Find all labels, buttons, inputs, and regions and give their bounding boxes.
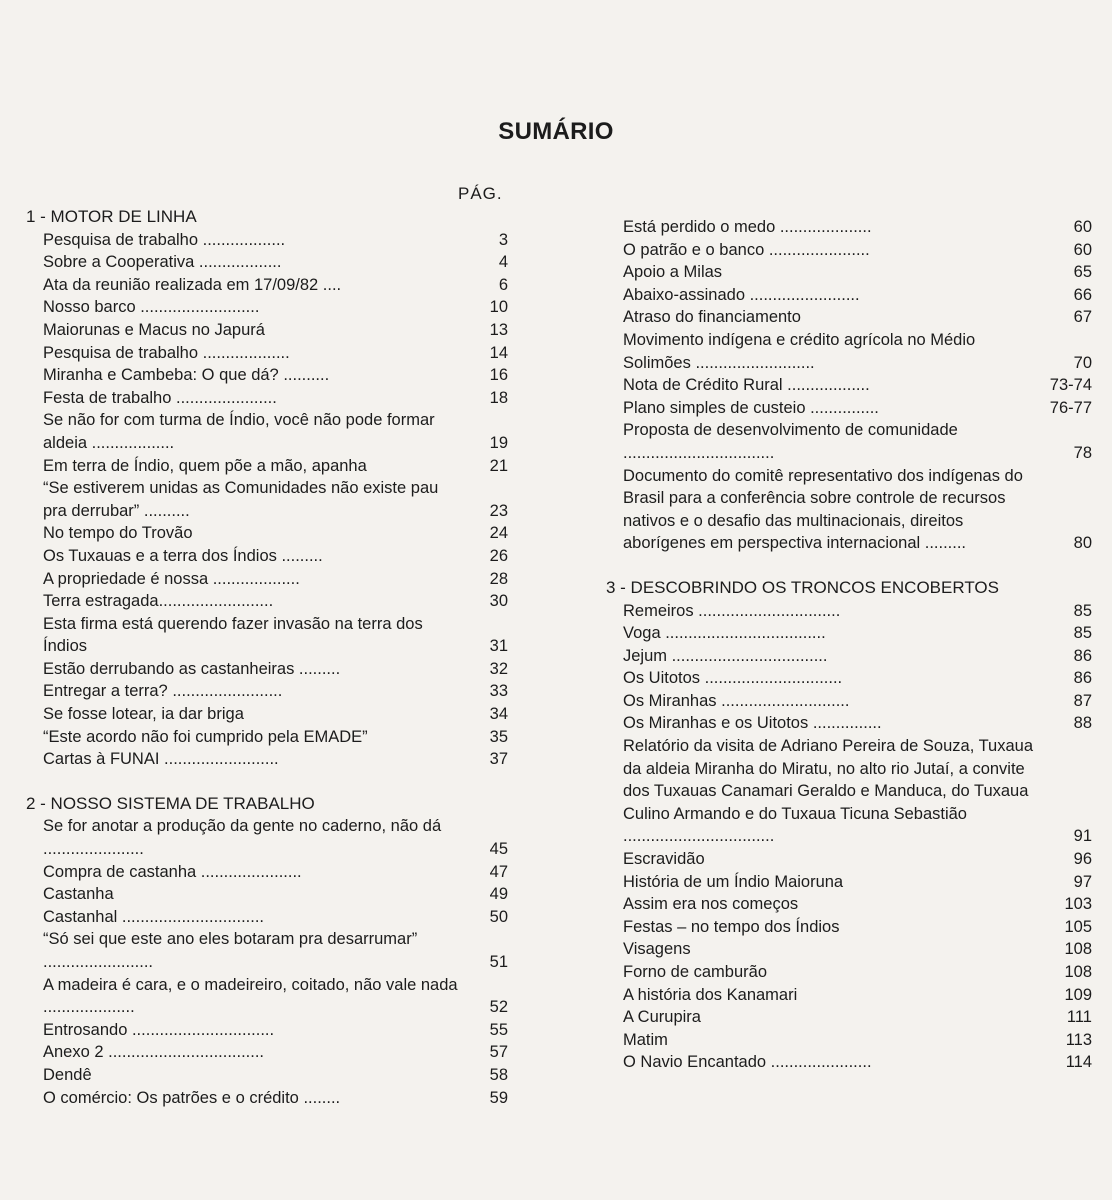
toc-entry-page: 3 xyxy=(498,230,508,249)
section-heading: 1 - MOTOR DE LINHA xyxy=(26,207,197,226)
toc-entry xyxy=(623,600,1092,623)
toc-entry xyxy=(43,658,508,681)
toc-entry-page: 58 xyxy=(489,1065,508,1084)
section-gap xyxy=(606,555,1092,577)
toc-entry xyxy=(43,726,508,749)
toc-entry-title: Os Miranhas ............................ xyxy=(623,691,850,710)
toc-entry-page: 24 xyxy=(489,524,508,543)
toc-entry-page: 78 xyxy=(1073,443,1092,462)
toc-entry-page: 111 xyxy=(1066,1008,1092,1027)
toc-entry xyxy=(623,239,1092,262)
toc-entry xyxy=(623,938,1092,961)
toc-entry xyxy=(623,329,1092,374)
toc-entry-title: A história dos Kanamari xyxy=(623,985,798,1004)
toc-entry-title: Compra de castanha ...................... xyxy=(43,862,302,881)
toc-entry-page: 85 xyxy=(1073,601,1092,620)
toc-entry xyxy=(43,1064,508,1087)
toc-entry-page: 114 xyxy=(1065,1053,1092,1072)
toc-entry-page: 33 xyxy=(489,682,508,701)
toc-entry xyxy=(43,409,508,454)
toc-entry xyxy=(43,477,508,522)
toc-entry-title: “Se estiverem unidas as Comunidades não existe pau pra derrubar” .......... xyxy=(43,479,439,520)
toc-entry-title: Cartas à FUNAI ......................... xyxy=(43,750,279,769)
toc-entry xyxy=(43,748,508,771)
toc-entry xyxy=(43,680,508,703)
toc-entry xyxy=(43,274,508,297)
toc-entry-title: História de um Índio Maioruna xyxy=(623,872,844,891)
toc-entry xyxy=(43,613,508,658)
toc-entry-page: 108 xyxy=(1064,963,1092,981)
toc-entry-title: Abaixo-assinado ........................ xyxy=(623,285,860,304)
toc-entry-title: Os Uitotos .............................. xyxy=(623,669,843,688)
toc-entry-page: 103 xyxy=(1064,895,1092,914)
toc-entry-title: Terra estragada......................... xyxy=(43,592,274,611)
toc-entry-page: 105 xyxy=(1064,917,1092,936)
toc-entry-page: 16 xyxy=(489,366,508,385)
toc-entry-page: 18 xyxy=(489,388,508,407)
toc-entry xyxy=(623,848,1092,871)
toc-entry xyxy=(623,622,1092,645)
toc-entry-title: Assim era nos começos xyxy=(623,895,799,914)
toc-entry xyxy=(623,735,1092,848)
toc-entry xyxy=(43,522,508,545)
section-heading: 2 - NOSSO SISTEMA DE TRABALHO xyxy=(26,793,315,813)
toc-entry xyxy=(623,712,1092,735)
toc-entry-page: 59 xyxy=(489,1088,508,1107)
toc-entry xyxy=(43,387,508,410)
toc-entry-title: Esta firma está querendo fazer invasão na terra dos Índios xyxy=(43,614,423,656)
toc-entry xyxy=(623,419,1092,464)
toc-entry-page: 86 xyxy=(1073,669,1092,688)
toc-entry xyxy=(43,568,508,591)
right-column xyxy=(606,216,1092,1074)
toc-entry-page: 67 xyxy=(1073,308,1092,327)
toc-entry-page: 52 xyxy=(489,998,508,1017)
toc-entry-page: 57 xyxy=(489,1043,508,1062)
toc-entry-page: 76-77 xyxy=(1049,398,1092,417)
toc-entry-title: Os Tuxauas e a terra dos Índios ......... xyxy=(43,546,323,565)
toc-entry xyxy=(623,1006,1092,1029)
toc-entry-page: 49 xyxy=(489,885,508,904)
toc-entry xyxy=(43,229,508,252)
toc-entry-title: A madeira é cara, e o madeireiro, coitado, não vale nada .................... xyxy=(43,975,458,1017)
toc-entry-title: O comércio: Os patrões e o crédito ........ xyxy=(43,1088,341,1107)
toc-entry-page: 60 xyxy=(1073,218,1092,236)
toc-entry-title: Se for anotar a produção da gente no caderno, não dá ...................... xyxy=(43,817,442,859)
toc-entry xyxy=(623,961,1092,984)
toc-entry-title: Estão derrubando as castanheiras ......... xyxy=(43,659,341,678)
toc-entry-title: Jejum .................................. xyxy=(623,646,828,665)
toc-entry-title: Se fosse lotear, ia dar briga xyxy=(43,705,244,724)
toc-entry xyxy=(623,1029,1092,1052)
toc-entry-title: Sobre a Cooperativa .................. xyxy=(43,253,282,272)
toc-entry-title: Castanha xyxy=(43,885,114,904)
toc-entry xyxy=(43,883,508,906)
toc-entry-page: 91 xyxy=(1073,827,1092,846)
toc-entry-page: 32 xyxy=(489,659,508,678)
toc-entry-page: 13 xyxy=(489,320,508,339)
toc-entry xyxy=(623,284,1092,307)
toc-entry-title: Forno de camburão xyxy=(623,963,767,981)
toc-entry-title: Ata da reunião realizada em 17/09/82 .... xyxy=(43,275,342,294)
toc-entry xyxy=(623,397,1092,420)
toc-entry xyxy=(43,455,508,478)
toc-entry-page: 87 xyxy=(1073,691,1092,710)
toc-entry-page: 113 xyxy=(1065,1030,1092,1049)
toc-entry xyxy=(43,590,508,613)
toc-entry xyxy=(43,296,508,319)
toc-entry xyxy=(43,1087,508,1110)
toc-entry-title: Festa de trabalho ...................... xyxy=(43,388,277,407)
toc-entry-title: Em terra de Índio, quem põe a mão, apanha xyxy=(43,456,367,475)
toc-entry-title: Está perdido o medo .................... xyxy=(623,218,872,236)
toc-entry xyxy=(43,364,508,387)
toc-entry xyxy=(43,251,508,274)
toc-entry xyxy=(43,545,508,568)
toc-entry-title: Remeiros ............................... xyxy=(623,601,841,620)
toc-entry-title: O patrão e o banco ...................... xyxy=(623,240,870,259)
toc-entry-title: Castanhal ............................... xyxy=(43,907,264,926)
toc-entry-title: No tempo do Trovão xyxy=(43,524,193,543)
toc-entry-page: 70 xyxy=(1073,353,1092,372)
toc-entry-page: 47 xyxy=(489,862,508,881)
toc-entry-page: 6 xyxy=(498,275,508,294)
toc-entry xyxy=(623,1051,1092,1074)
toc-entry-page: 21 xyxy=(489,456,508,475)
toc-entry-title: Voga ................................... xyxy=(623,624,826,643)
toc-entry-title: O Navio Encantado ...................... xyxy=(623,1053,872,1072)
toc-entry xyxy=(623,465,1092,555)
toc-entry xyxy=(623,216,1092,239)
toc-entry-page: 109 xyxy=(1064,985,1092,1004)
toc-entry xyxy=(623,667,1092,690)
toc-entry-title: Dendê xyxy=(43,1065,92,1084)
toc-entry xyxy=(43,906,508,929)
toc-entry xyxy=(43,703,508,726)
toc-entry-title: Pesquisa de trabalho .................. xyxy=(43,230,286,249)
toc-entry-page: 35 xyxy=(489,727,508,746)
toc-entry xyxy=(43,1041,508,1064)
toc-entry-page: 50 xyxy=(489,907,508,926)
toc-entry xyxy=(623,893,1092,916)
toc-entry xyxy=(43,861,508,884)
toc-entry-title: Se não for com turma de Índio, você não pode formar aldeia .................. xyxy=(43,411,435,452)
toc-entry-page: 34 xyxy=(489,705,508,724)
toc-entry-title: “Só sei que este ano eles botaram pra desarrumar” ........................ xyxy=(43,930,418,971)
left-column xyxy=(26,206,508,1109)
toc-entry xyxy=(623,645,1092,668)
toc-entry-page: 80 xyxy=(1073,534,1092,553)
toc-entry-page: 73-74 xyxy=(1049,376,1092,395)
toc-entry-page: 86 xyxy=(1073,646,1092,665)
toc-entry-title: “Este acordo não foi cumprido pela EMADE” xyxy=(43,727,368,746)
toc-entry-page: 4 xyxy=(498,253,508,272)
toc-entry-title: A Curupira xyxy=(623,1008,701,1027)
toc-entry-page: 14 xyxy=(489,343,508,362)
toc-entry-title: Miranha e Cambeba: O que dá? .......... xyxy=(43,366,330,385)
toc-entry-page: 55 xyxy=(489,1020,508,1039)
toc-entry-title: Entregar a terra? ........................ xyxy=(43,682,283,701)
toc-entry-title: Apoio a Milas xyxy=(623,263,723,282)
toc-entry-page: 51 xyxy=(489,953,508,971)
toc-entry-page: 65 xyxy=(1073,263,1092,282)
toc-entry xyxy=(623,984,1092,1007)
toc-entry-title: Documento do comitê representativo dos indígenas do Brasil para a conferência sobre controle de recursos nativos e o desafio das multinacionais, direitos aborígenes em perspectiva internacional ......... xyxy=(623,466,1023,553)
toc-entry-page: 85 xyxy=(1073,624,1092,643)
toc-entry-page: 88 xyxy=(1073,714,1092,733)
toc-entry-page: 96 xyxy=(1073,850,1092,869)
toc-entry xyxy=(623,916,1092,939)
toc-entry-title: Nosso barco .......................... xyxy=(43,298,260,317)
toc-entry-title: Escravidão xyxy=(623,850,705,869)
section-gap xyxy=(26,771,508,793)
toc-entry-page: 28 xyxy=(489,569,508,588)
toc-entry-page: 60 xyxy=(1073,240,1092,259)
toc-entry xyxy=(623,871,1092,894)
section-heading: 3 - DESCOBRINDO OS TRONCOS ENCOBERTOS xyxy=(606,577,999,597)
toc-entry-title: Pesquisa de trabalho ................... xyxy=(43,343,290,362)
toc-entry-title: Os Miranhas e os Uitotos ............... xyxy=(623,714,882,733)
toc-entry xyxy=(43,342,508,365)
toc-entry xyxy=(43,1019,508,1042)
toc-entry-title: Matim xyxy=(623,1030,668,1049)
toc-entry-page: 108 xyxy=(1064,940,1092,959)
toc-entry xyxy=(623,306,1092,329)
toc-entry xyxy=(623,261,1092,284)
toc-entry-page: 30 xyxy=(489,592,508,611)
toc-entry-title: A propriedade é nossa ................... xyxy=(43,569,300,588)
toc-entry-title: Maiorunas e Macus no Japurá xyxy=(43,320,265,339)
toc-entry-page: 23 xyxy=(489,501,508,520)
toc-entry xyxy=(623,690,1092,713)
toc-entry-title: Movimento indígena e crédito agrícola no Médio Solimões .......................... xyxy=(623,330,976,372)
toc-entry-title: Plano simples de custeio ............... xyxy=(623,398,879,417)
toc-entry xyxy=(43,319,508,342)
toc-entry-title: Visagens xyxy=(623,940,691,959)
toc-entry-title: Proposta de desenvolvimento de comunidade ................................. xyxy=(623,421,958,462)
toc-entry-title: Anexo 2 .................................. xyxy=(43,1043,264,1062)
toc-entry xyxy=(43,974,508,1019)
toc-entry-title: Entrosando ............................... xyxy=(43,1020,275,1039)
toc-entry-page: 26 xyxy=(489,546,508,565)
toc-entry-page: 45 xyxy=(489,840,508,859)
page-title: SUMÁRIO xyxy=(498,118,614,145)
toc-entry xyxy=(43,928,508,973)
toc-entry-page: 97 xyxy=(1073,872,1092,891)
toc-entry xyxy=(623,374,1092,397)
toc-entry-title: Festas – no tempo dos Índios xyxy=(623,917,840,936)
toc-entry-page: 31 xyxy=(489,637,508,656)
toc-entry-title: Relatório da visita de Adriano Pereira de Souza, Tuxaua da aldeia Miranha do Miratu, no alto rio Jutaí, a convite dos Tuxauas Canamari Geraldo e Manduca, do Tuxaua Culino Armando e do Tuxaua Ticuna Sebastião ................................. xyxy=(623,737,1034,846)
page-column-label: PÁG. xyxy=(458,184,503,203)
toc-entry-page: 66 xyxy=(1073,285,1092,304)
toc-entry-page: 10 xyxy=(489,298,508,317)
toc-entry-title: Atraso do financiamento xyxy=(623,308,801,327)
toc-entry-page: 37 xyxy=(489,750,508,769)
toc-entry-title: Nota de Crédito Rural .................. xyxy=(623,376,870,395)
toc-entry-page: 19 xyxy=(489,433,508,452)
toc-entry xyxy=(43,815,508,860)
